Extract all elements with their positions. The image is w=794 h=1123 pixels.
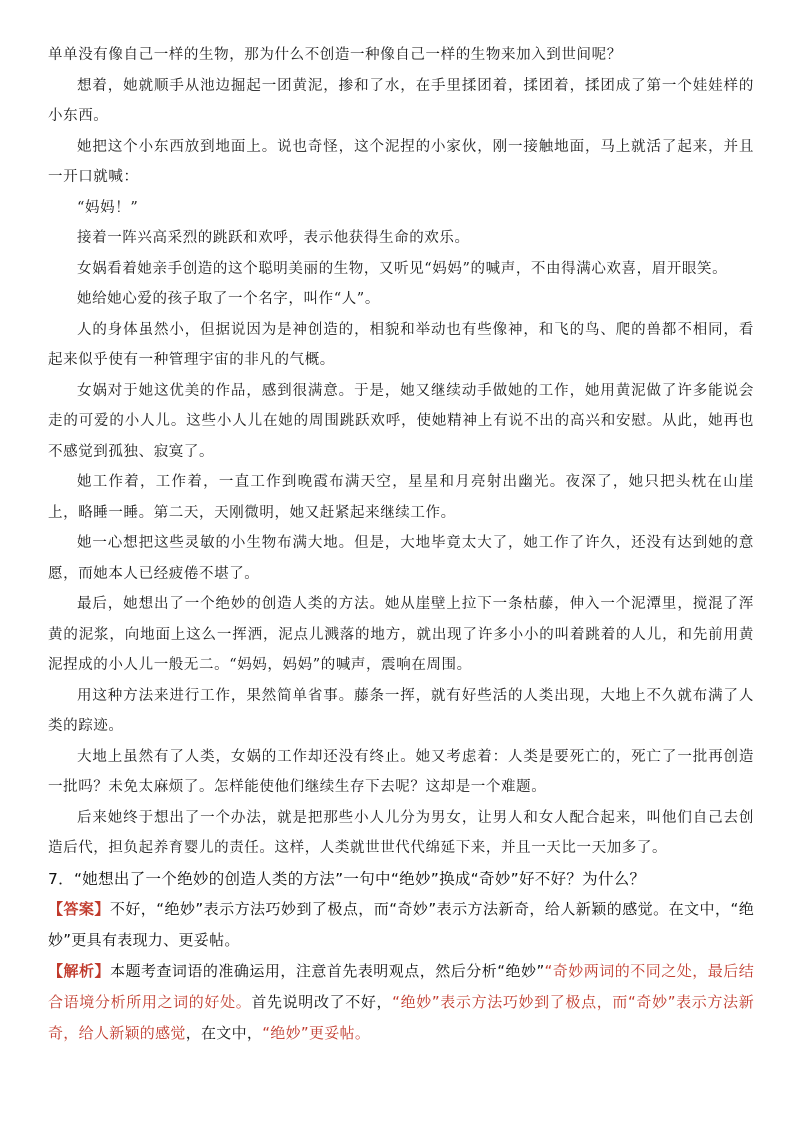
passage-paragraph: 接着一阵兴高采烈的跳跃和欢呼，表示他获得生命的欢乐。 xyxy=(77,230,470,246)
answer-text: 不好，“绝妙”表示方法巧妙到了极点，而“奇妙”表示方法新奇，给人新颖的感觉。在文中，“绝妙”更具有表现力、更妥帖。 xyxy=(48,899,754,949)
answer-block xyxy=(48,894,754,956)
passage-paragraph: 想着，她就顺手从池边掘起一团黄泥，掺和了水，在手里揉团着，揉团着，揉团成了第一个娃娃样的小东西。 xyxy=(48,77,754,124)
question-7: 7．“她想出了一个绝妙的创造人类的方法”一句中“绝妙”换成“奇妙”好不好？为什么？ xyxy=(48,869,646,888)
passage-paragraph: 最后，她想出了一个绝妙的创造人类的方法。她从崖壁上拉下一条枯藤，伸入一个泥潭里，搅混了浑黄的泥浆，向地面上这么一挥洒，泥点儿溅落的地方，就出现了许多小小的叫着跳着的人儿，和先前用黄泥捏成的小人儿一般无二。“妈妈，妈妈”的喊声，震响在周围。 xyxy=(48,596,754,673)
analysis-part5: ，在文中， xyxy=(185,1023,263,1042)
passage xyxy=(48,40,754,864)
analysis-part6: “绝妙”更妥帖。 xyxy=(262,1023,371,1042)
analysis-part1: 本题考查词语的准确运用，注意首先表明观点，然后分析“绝妙” xyxy=(109,961,545,980)
passage-paragraph: 后来她终于想出了一个办法，就是把那些小人儿分为男女，让男人和女人配合起来，叫他们自己去创造后代，担负起养育婴儿的责任。这样，人类就世世代代绵延下来，并且一天比一天加多了。 xyxy=(48,809,754,856)
answer-tag: 【答案】 xyxy=(48,899,110,918)
document-page xyxy=(48,40,754,1049)
passage-paragraph: “妈妈！” xyxy=(77,199,139,216)
analysis-tag: 【解析】 xyxy=(48,961,110,980)
passage-paragraph: 单单没有像自己一样的生物，那为什么不创造一种像自己一样的生物来加入到世间呢？ xyxy=(48,47,622,63)
passage-paragraph: 女娲看着她亲手创造的这个聪明美丽的生物，又听见“妈妈”的喊声，不由得满心欢喜，眉开眼笑。 xyxy=(77,260,728,277)
passage-paragraph: 大地上虽然有了人类，女娲的工作却还没有终止。她又考虑着：人类是要死亡的，死亡了一批再创造一批吗？未免太麻烦了。怎样能使他们继续生存下去呢？这却是一个难题。 xyxy=(48,748,754,795)
analysis-part2: “奇妙两词的不同之处，最后结合语境分析所用之词的好处。 xyxy=(48,961,754,1011)
passage-paragraph: 她一心想把这些灵敏的小生物布满大地。但是，大地毕竟太大了，她工作了许久，还没有达到她的意愿，而她本人已经疲倦不堪了。 xyxy=(48,535,754,582)
passage-paragraph: 女娲对于她这优美的作品，感到很满意。于是，她又继续动手做她的工作，她用黄泥做了许多能说会走的可爱的小人儿。这些小人儿在她的周围跳跃欢呼，使她精神上有说不出的高兴和安慰。从此，她再也不感觉到孤独、寂寞了。 xyxy=(48,382,754,460)
passage-paragraph: 用这种方法来进行工作，果然简单省事。藤条一挥，就有好些活的人类出现，大地上不久就布满了人类的踪迹。 xyxy=(48,687,754,734)
analysis-part4: “绝妙”表示方法巧妙到了极点，而“奇妙”表示方法新奇，给人新颖的感觉 xyxy=(48,992,754,1042)
passage-paragraph: 她工作着，工作着，一直工作到晚霞布满天空，星星和月亮射出幽光。夜深了，她只把头枕在山崖上，略睡一睡。第二天，天刚微明，她又赶紧起来继续工作。 xyxy=(48,474,754,521)
passage-paragraph: 她给她心爱的孩子取了一个名字，叫作“人”。 xyxy=(77,291,380,307)
passage-paragraph: 她把这个小东西放到地面上。说也奇怪，这个泥捏的小家伙，刚一接触地面，马上就活了起来，并且一开口就喊： xyxy=(48,138,754,185)
analysis-part3: 首先说明改了不好， xyxy=(251,992,393,1011)
passage-paragraph: 人的身体虽然小，但据说因为是神创造的，相貌和举动也有些像神，和飞的鸟、爬的兽都不相同，看起来似乎使有一种管理宇宙的非凡的气概。 xyxy=(48,321,754,368)
analysis-block xyxy=(48,956,754,1049)
